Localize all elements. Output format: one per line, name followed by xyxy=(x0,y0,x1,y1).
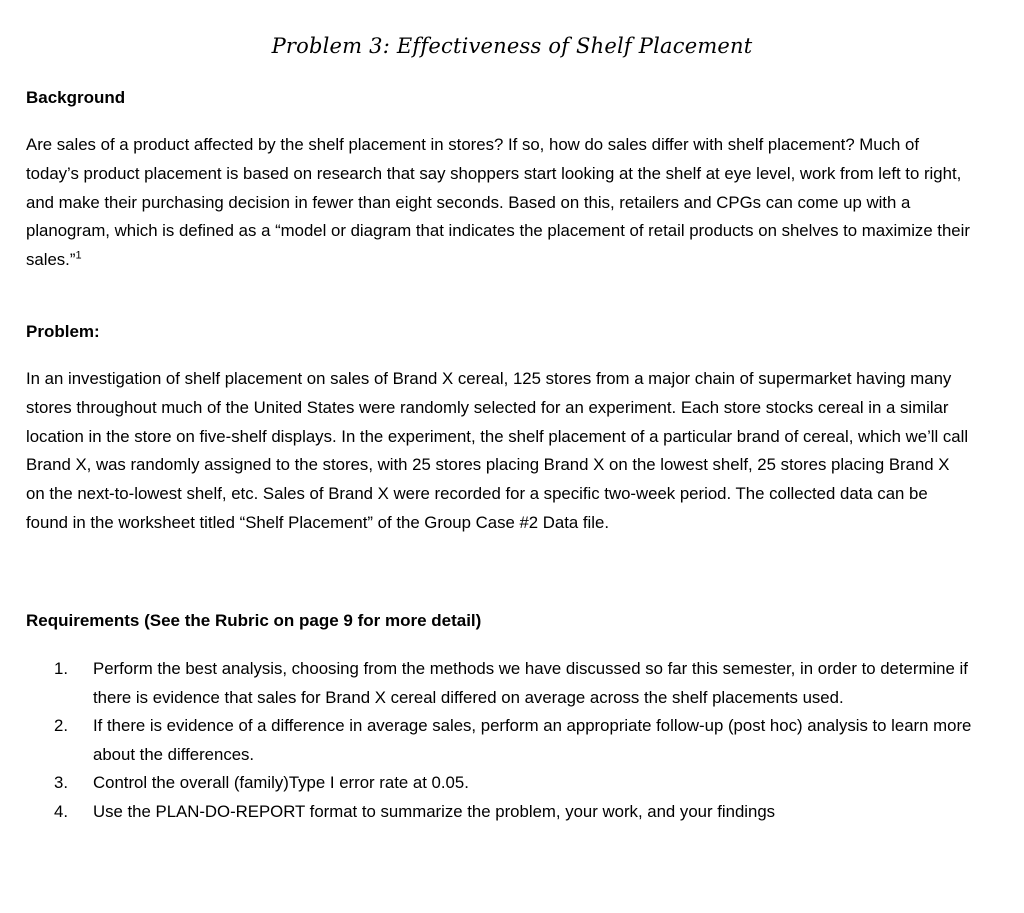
list-item xyxy=(54,712,974,769)
list-item xyxy=(54,655,974,712)
problem-heading: Problem: xyxy=(26,322,100,341)
list-item-number: 4. xyxy=(54,801,68,821)
list-item xyxy=(54,798,974,827)
list-item-text: Perform the best analysis, choosing from the methods we have discussed so far this semester, in order to determine if there is evidence that sales for Brand X cereal differed on average across the shelf placements used. xyxy=(93,659,968,707)
list-item-number: 3. xyxy=(54,773,68,793)
background-text: Are sales of a product affected by the shelf placement in stores? If so, how do sales differ with shelf placement? Much of today’s product placement is based on research that say shoppers start looking at the shelf at eye level, work from left to right, and make their purchasing decision in fewer than eight seconds. Based on this, retailers and CPGs can come up with a planogram, which is defined as a “model or diagram that indicates the placement of retail products on shelves to maximize their sales.” xyxy=(26,135,970,270)
footnote-marker: 1 xyxy=(75,249,82,262)
background-paragraph xyxy=(26,131,971,275)
page-title: Problem 3: Effectiveness of Shelf Placement xyxy=(271,34,753,58)
problem-paragraph: In an investigation of shelf placement on sales of Brand X cereal, 125 stores from a major chain of supermarket having many stores throughout much of the United States were randomly selected for an experiment. Each store stocks cereal in a similar location in the store on five-shelf displays. In the experiment, the shelf placement of a particular brand of cereal, which we’ll call Brand X, was randomly assigned to the stores, with 25 stores placing Brand X on the lowest shelf, 25 stores placing Brand X on the next-to-lowest shelf, etc. Sales of Brand X were recorded for a specific two-week period. The collected data can be found in the worksheet titled “Shelf Placement” of the Group Case #2 Data file. xyxy=(26,369,969,532)
requirements-heading: Requirements (See the Rubric on page 9 for more detail) xyxy=(26,611,482,630)
list-item xyxy=(54,769,974,798)
requirements-list xyxy=(54,655,974,827)
list-item-number: 1. xyxy=(54,659,68,678)
list-item-text: If there is evidence of a difference in average sales, perform an appropriate follow-up (post hoc) analysis to learn more about the differences. xyxy=(93,716,972,764)
list-item-text: Control the overall (family)Type I error rate at 0.05. xyxy=(93,773,469,793)
list-item-number: 2. xyxy=(54,716,68,736)
background-heading: Background xyxy=(26,88,126,107)
list-item-text: Use the PLAN-DO-REPORT format to summarize the problem, your work, and your findings xyxy=(93,801,776,821)
